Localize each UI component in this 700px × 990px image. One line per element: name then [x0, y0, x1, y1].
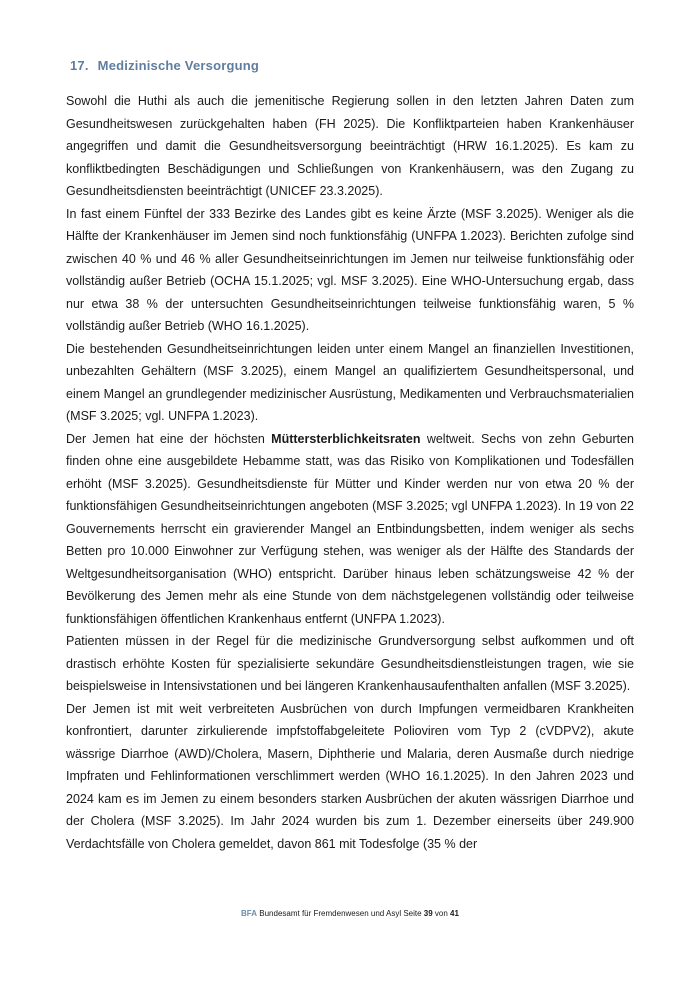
paragraph: [66, 428, 634, 631]
footer-text: [241, 909, 459, 918]
paragraph: [66, 630, 634, 698]
text-run: Sowohl die Huthi als auch die jemenitische Regierung sollen in den letzten Jahren Daten zum Gesundheitswesen zurückgehalten haben (FH 2025). Die Konfliktparteien haben Krankenhäuser angegriffen und damit die Gesundheitsversorgung beeinträchtigt (HRW 16.1.2025). Es kam zu konfliktbedingten Beschädigungen und Schließungen von Krankenhäusern, was den Zugang zu Gesundheitsdiensten beeinträchtigt (UNICEF 23.3.2025).: [66, 94, 634, 198]
text-run: weltweit. Sechs von zehn Geburten finden ohne eine ausgebildete Hebamme statt, was das Risiko von Komplikationen und Todesfällen erhöht (MSF 3.2025). Gesundheitsdienste für Mütter und Kinder werden nur von etwa 20 % der funktionsfähigen Gesundheitseinrichtungen angeboten (MSF 3.2025; vgl UNFPA 1.2023). In 19 von 22 Gouvernements herrscht ein gravierender Mangel an Entbindungsbetten, indem weniger als sechs Betten pro 10.000 Einwohner zur Verfügung stehen, was weniger als der Hälfte des Standards der Weltgesundheitsorganisation (WHO) entspricht. Darüber hinaus leben schätzungsweise 42 % der Bevölkerung des Jemen mehr als eine Stunde von dem nächstgelegenen vollständig oder teilweise funktionsfähigen öffentlichen Krankenhaus entfernt (UNFPA 1.2023).: [66, 431, 634, 626]
document-body: [66, 90, 634, 855]
paragraph: [66, 90, 634, 203]
text-run: Der Jemen hat eine der höchsten: [66, 431, 272, 446]
text-run: Patienten müssen in der Regel für die medizinische Grundversorgung selbst aufkommen und oft drastisch erhöhte Kosten für spezialisierte sekundäre Gesundheitsdienstleistungen tragen, wie sie beispielsweise in Intensivstationen und bei längeren Krankenhausaufenthalten anfallen (MSF 3.2025).: [66, 634, 634, 693]
document-content: [66, 58, 634, 855]
footer-run: Bundesamt für Fremdenwesen und Asyl Seite: [257, 909, 424, 918]
section-number: 17.: [70, 58, 89, 73]
paragraph: [66, 338, 634, 428]
text-run: In fast einem Fünftel der 333 Bezirke des Landes gibt es keine Ärzte (MSF 3.2025). Weniger als die Hälfte der Krankenhäuser im Jemen sind noch funktionsfähig (UNFPA 1.2023). Berichten zufolge sind zwischen 40 % und 46 % aller Gesundheitseinrichtungen im Jemen nur teilweise funktionsfähig oder vollständig außer Betrieb (OCHA 15.1.2025; vgl. MSF 3.2025). Eine WHO-Untersuchung ergab, dass nur etwa 38 % der untersuchten Gesundheitseinrichtungen teilweise funktionsfähig waren, 5 % vollständig außer Betrieb (WHO 16.1.2025).: [66, 206, 634, 333]
footer-run: 39: [423, 909, 433, 918]
text-run: Der Jemen ist mit weit verbreiteten Ausbrüchen von durch Impfungen vermeidbaren Krankheiten konfrontiert, darunter zirkulierende impfstoffabgeleitete Polioviren vom Typ 2 (cVDPV2), akute wässrige Diarrhoe (AWD)/Cholera, Masern, Diphtherie und Malaria, deren Ausmaße durch niedrige Impfraten und Fehlinformationen verschlimmert werden (WHO 16.1.2025). In den Jahren 2023 und 2024 kam es im Jemen zu einem besonders starken Ausbrüchen der akuten wässrigen Diarrhoe und der Cholera (MSF 3.2025). Im Jahr 2024 wurden bis zum 1. Dezember einerseits über 249.900 Verdachtsfälle von Cholera gemeldet, davon 861 mit Todesfolge (35 % der: [66, 701, 634, 851]
page-footer: [0, 908, 700, 920]
paragraph: [66, 203, 634, 338]
bold-text-run: Müttersterblichkeitsraten: [271, 431, 421, 446]
footer-run: 41: [450, 909, 459, 918]
footer-brand: BFA: [241, 909, 258, 918]
section-title: Medizinische Versorgung: [97, 58, 260, 73]
section-heading: [66, 58, 634, 73]
text-run: Die bestehenden Gesundheitseinrichtungen leiden unter einem Mangel an finanziellen Investitionen, unbezahlten Gehältern (MSF 3.2025), einem Mangel an qualifiziertem Gesundheitspersonal, und einem Mangel an grundlegender medizinischer Ausrüstung, Medikamenten und Verbrauchsmaterialien (MSF 3.2025; vgl. UNFPA 1.2023).: [66, 341, 634, 423]
paragraph: [66, 698, 634, 856]
footer-run: von: [432, 909, 451, 918]
